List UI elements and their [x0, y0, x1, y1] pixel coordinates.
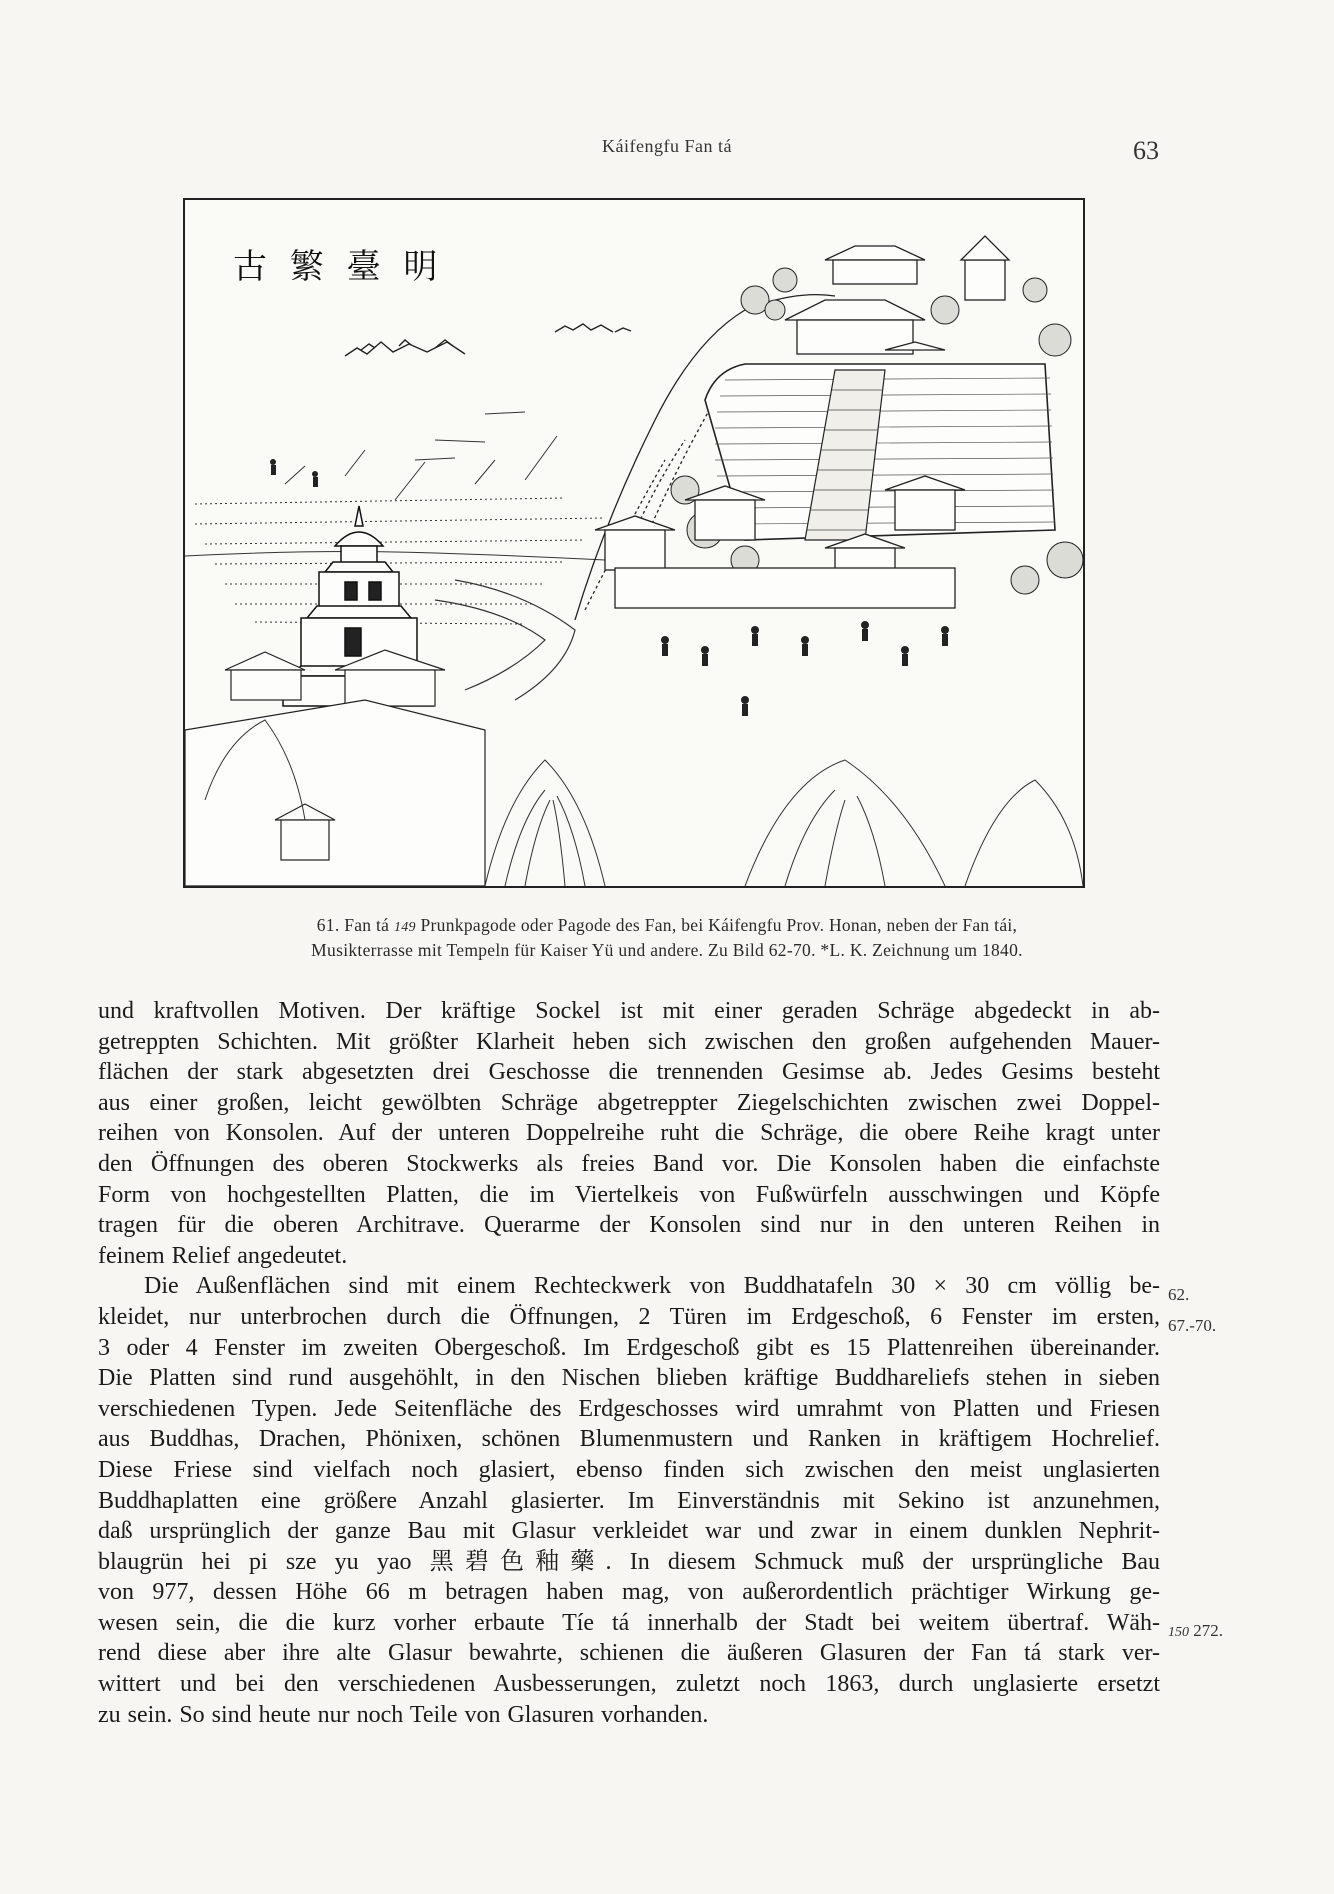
- running-head: Káifengfu Fan tá: [602, 136, 732, 156]
- body-line: reihen von Konsolen. Auf der unteren Doppelreihe ruht die Schräge, die obere Reihe kragt unter: [98, 1120, 1160, 1147]
- pagoda-landscape-drawing: [185, 200, 1083, 886]
- figure-illustration: [183, 198, 1085, 888]
- caption-reference: 149: [393, 920, 416, 935]
- body-line: tragen für die oberen Architrave. Querarme der Konsolen sind nur in den unteren Reihen in: [98, 1212, 1160, 1239]
- caption-line-1: 61. Fan tá 149 Prunkpagode oder Pagode des Fan, bei Káifengfu Prov. Honan, neben der Fan tái,: [316, 915, 1018, 935]
- figure-inscription: 古 繁 臺 明: [233, 247, 444, 287]
- body-line: daß ursprünglich der ganze Bau mit Glasur verkleidet war und zwar in einem dunklen Nephrit-: [98, 1518, 1160, 1545]
- body-line: kleidet, nur unterbrochen durch die Öffnungen, 2 Türen im Erdgeschoß, 6 Fenster im ersten,: [98, 1303, 1160, 1330]
- margin-note-150-272: 150 272.: [1168, 1621, 1223, 1640]
- body-line: den Öffnungen des oberen Stockwerks als freies Band vor. Die Konsolen haben die einfachste: [98, 1150, 1160, 1177]
- body-line: flächen der stark abgesetzten drei Geschosse die trennenden Gesimse ab. Jedes Gesims besteht: [98, 1059, 1160, 1086]
- body-line: rend diese aber ihre alte Glasur bewahrte, schienen die äußeren Glasuren der Fan tá stark ver-: [98, 1640, 1160, 1667]
- margin-note-62: 62.: [1168, 1285, 1190, 1304]
- body-line: blaugrün hei pi sze yu yao 黑碧色釉藥. In diesem Schmuck muß der ursprüngliche Bau: [98, 1548, 1160, 1575]
- body-line: 3 oder 4 Fenster im zweiten Obergeschoß. Im Erdgeschoß gibt es 15 Plattenreihen übereinander.: [98, 1334, 1160, 1361]
- body-line: verschiedenen Typen. Jede Seitenfläche des Erdgeschosses wird umrahmt von Platten und Friesen: [98, 1395, 1160, 1422]
- margin-note-67-70: 67.-70.: [1168, 1316, 1217, 1335]
- body-line: von 977, dessen Höhe 66 m betragen haben mag, von außerordentlich prächtiger Wirkung ge-: [98, 1579, 1160, 1606]
- body-line: zu sein. So sind heute nur noch Teile von Glasuren vorhanden.: [98, 1701, 709, 1728]
- body-line: Diese Friese sind vielfach noch glasiert, ebenso finden sich zwischen den meist unglasierten: [98, 1456, 1160, 1483]
- body-line: Buddhaplatten eine größere Anzahl glasierter. Im Einverständnis mit Sekino ist anzunehmen,: [98, 1487, 1160, 1514]
- body-line: wittert und bei den verschiedenen Ausbesserungen, zuletzt noch 1863, durch unglasierte ersetzt: [98, 1671, 1160, 1698]
- figure-caption: [150, 914, 1184, 961]
- river: [435, 580, 575, 700]
- page-number: 63: [1133, 136, 1159, 165]
- music-terrace: [705, 364, 1055, 540]
- body-line: Die Außenflächen sind mit einem Rechteckwerk von Buddhatafeln 30 × 30 cm völlig be-: [144, 1273, 1160, 1300]
- body-text: [98, 996, 1160, 1730]
- body-line: Form von hochgestellten Platten, die im Viertelkeis von Fußwürfeln ausschwingen und Köpfe: [98, 1181, 1160, 1208]
- caption-line-2: Musikterrasse mit Tempeln für Kaiser Yü und andere. Zu Bild 62-70. *L. K. Zeichnung um 1840.: [311, 940, 1023, 960]
- body-line: feinem Relief angedeutet.: [98, 1242, 348, 1269]
- body-line: Die Platten sind rund ausgehöhlt, in den Nischen blieben kräftige Buddhareliefs stehen in sieben: [98, 1365, 1160, 1392]
- distant-mountains: [345, 324, 631, 356]
- body-line: aus Buddhas, Drachen, Phönixen, schönen Blumenmustern und Ranken in kräftigem Hochrelief.: [98, 1426, 1160, 1453]
- body-line: wesen sein, die die kurz vorher erbaute Tíe tá innerhalb der Stadt bei weitem übertraf. Wäh-: [98, 1609, 1160, 1636]
- body-line: getreppten Schichten. Mit größter Klarheit heben sich zwischen den großen aufgehenden Mauer-: [98, 1028, 1160, 1055]
- body-line: und kraftvollen Motiven. Der kräftige Sockel ist mit einer geraden Schräge abgedeckt in ab-: [98, 998, 1160, 1024]
- body-line: aus einer großen, leicht gewölbten Schräge abgetreppter Ziegelschichten zwischen zwei Doppel-: [98, 1089, 1160, 1116]
